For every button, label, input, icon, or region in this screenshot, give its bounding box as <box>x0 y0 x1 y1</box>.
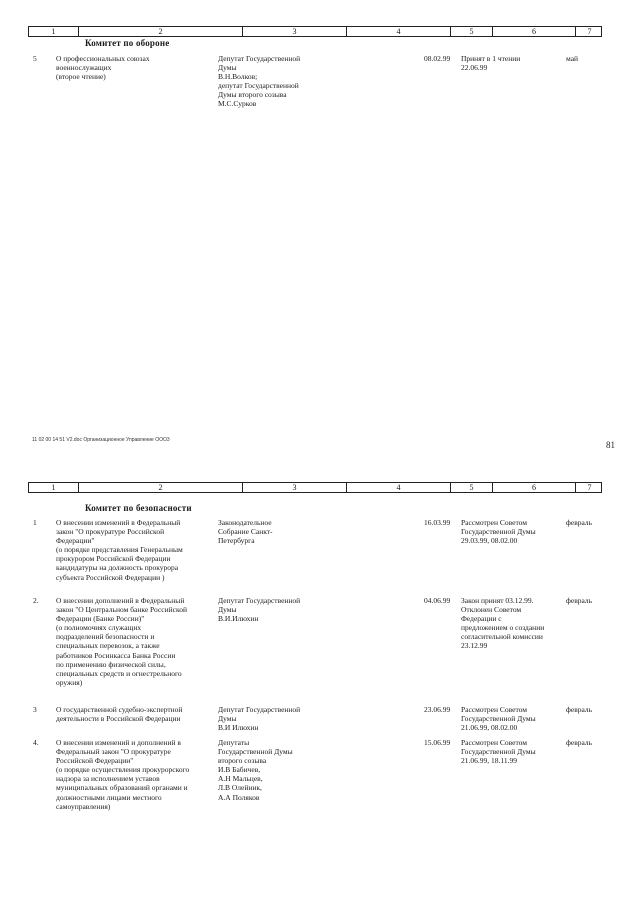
bill-date: 16.03.99 <box>424 518 451 527</box>
bill-date: 15.06.99 <box>424 738 451 747</box>
bill-date: 23.06.99 <box>424 705 451 714</box>
bill-title: О профессиональных союзах военнослужащих (второе чтение) <box>56 54 150 82</box>
bill-title: О внесении дополнений в Федеральный закон "О Центральном банке Российской Федерации (Банке России)" (о полномочиях служащих подразделений безопасности и специальных перевозок, а также работников Росинкасса Банка России по применению физической силы, специальных средств и огнестрельного оружия) <box>56 596 188 687</box>
bill-title: О внесении изменений и дополнений в Федеральный закон "О прокуратуре Российской Федерации" (о порядке осуществления прокурорского надзора за исполнением уставов муниципальных образований органами и должностными лицами местного самоуправления) <box>56 738 190 811</box>
bill-month: февраль <box>566 705 593 714</box>
row-number: 3 <box>33 705 37 714</box>
section-title-security: Комитет по безопасности <box>85 503 192 513</box>
col-header-4: 4 <box>347 483 451 492</box>
col-header-6: 6 <box>493 483 576 492</box>
col-header-5: 5 <box>451 483 493 492</box>
table-row <box>0 518 640 596</box>
table-row <box>0 54 640 124</box>
bill-author: Депутат Государственной Думы В.И Илюхин <box>218 705 301 733</box>
col-header-3: 3 <box>243 27 347 36</box>
bill-status: Принят в 1 чтении 22.06.99 <box>461 54 521 73</box>
bill-author: Депутаты Государственной Думы второго созыва И.В Бабичев, А.Н Мальцев, Л.В Олейник, А.А Поляков <box>218 738 293 802</box>
row-number: 5 <box>33 54 37 63</box>
section-title-defense: Комитет по обороне <box>85 38 170 48</box>
table-row <box>0 738 640 828</box>
row-number: 1 <box>33 518 37 527</box>
col-header-2: 2 <box>79 27 243 36</box>
bill-title: О внесении изменений в Федеральный закон "О прокуратуре Российской Федерации" (о порядке представления Генеральным прокурором Российской Федерации кандидатуры на должность прокурора субъекта Российской Федерации ) <box>56 518 183 582</box>
table-body-top <box>0 54 640 124</box>
table-row <box>0 705 640 738</box>
col-header-3: 3 <box>243 483 347 492</box>
bill-author: Законодательное Собрание Санкт- Петербурга <box>218 518 273 546</box>
file-footer: 11 02 00 14 51 V2.doc Организационное Управление ООО3 <box>32 437 170 443</box>
bill-month: февраль <box>566 738 593 747</box>
col-header-6: 6 <box>493 27 576 36</box>
col-header-1: 1 <box>29 27 79 36</box>
col-header-5: 5 <box>451 27 493 36</box>
bill-date: 04.06.99 <box>424 596 451 605</box>
col-header-1: 1 <box>29 483 79 492</box>
bill-month: февраль <box>566 596 593 605</box>
bill-status: Закон принят 03.12.99. Отклонен Советом Федерации с предложением о создании согласительной комиссии 23.12.99 <box>461 596 545 651</box>
page-number: 81 <box>606 440 615 450</box>
bill-author: Депутат Государственной Думы В.И.Илюхин <box>218 596 301 624</box>
bill-date: 08.02.99 <box>424 54 451 63</box>
bill-status: Рассмотрен Советом Государственной Думы 21.06.99, 08.02.00 <box>461 705 536 733</box>
page-bottom <box>0 470 640 900</box>
column-header-row <box>28 26 602 37</box>
row-number: 2. <box>33 596 39 605</box>
table-body-bottom <box>0 518 640 828</box>
column-header-row <box>28 482 602 493</box>
col-header-7: 7 <box>587 483 592 492</box>
bill-month: февраль <box>566 518 593 527</box>
bill-status: Рассмотрен Советом Государственной Думы 29.03.99, 08.02.00 <box>461 518 536 546</box>
col-header-2: 2 <box>79 483 243 492</box>
bill-month: май <box>566 54 579 63</box>
col-header-7: 7 <box>587 27 592 36</box>
bill-title: О государственной судебно-экспертной деятельности в Российской Федерации <box>56 705 183 724</box>
row-number: 4. <box>33 738 39 747</box>
bill-status: Рассмотрен Советом Государственной Думы 21.06.99, 18.11.99 <box>461 738 536 766</box>
bill-author: Депутат Государственной Думы В.Н.Волков; депутат Государственной Думы второго созыва М.С.Сурков <box>218 54 301 109</box>
table-row <box>0 596 640 705</box>
col-header-4: 4 <box>347 27 451 36</box>
